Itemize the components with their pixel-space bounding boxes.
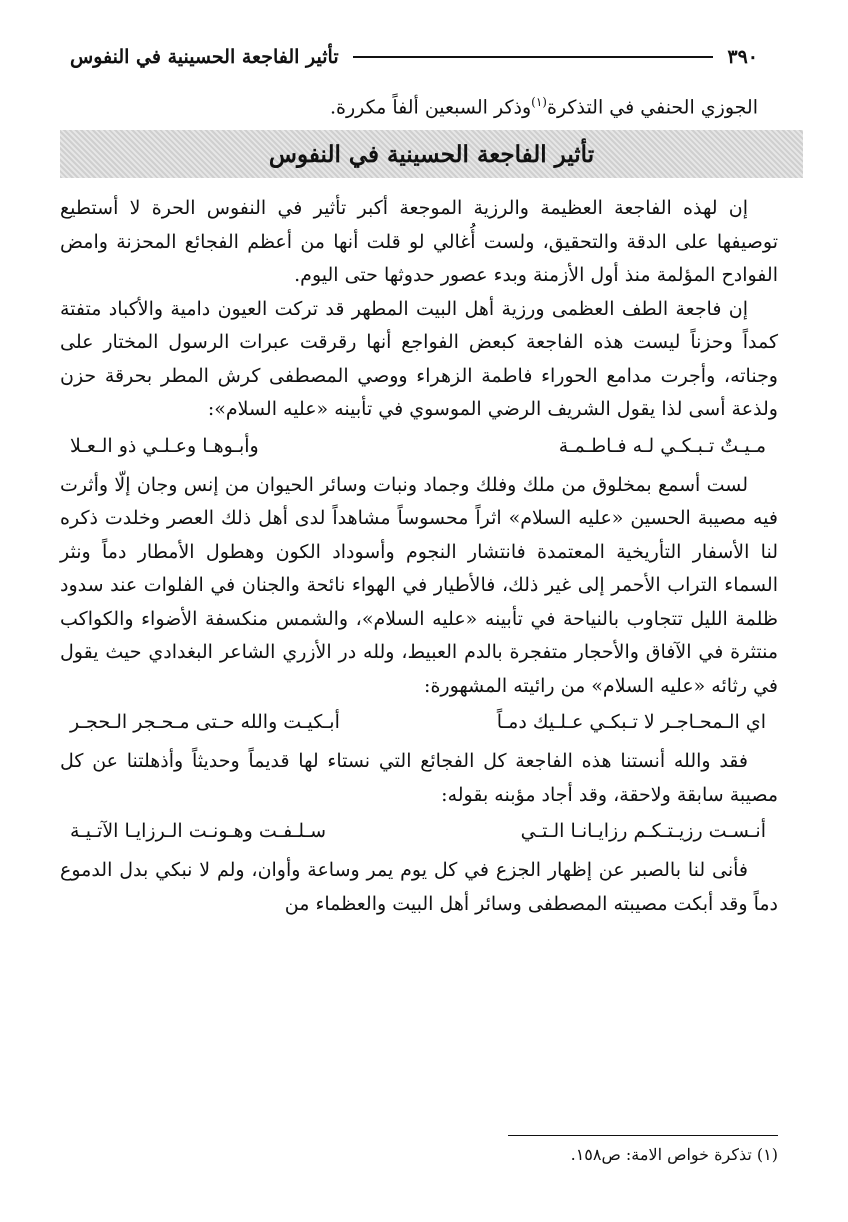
verse-second-hemistich: أبـكيـت والله حـتى مـحـجر الـحجـر [70,711,340,733]
intro-text-after: وذكر السبعين ألفاً مكررة. [329,96,532,119]
section-title-banner [60,130,803,178]
verse-second-hemistich: وأبـوهـا وعـلـي ذو الـعـلا [70,434,259,457]
body-text [60,192,778,921]
header-rule [353,56,714,58]
verse-first-hemistich: اي الـمحـاجـر لا تـبكـي عـلـيك دمـاً [496,711,766,733]
verse-first-hemistich: أنـسـت رزيـتـكـم رزايـانـا الـتـي [520,820,766,842]
footnote: (١) تذكرة خواص الامة: ص١٥٨. [570,1145,778,1164]
paragraph: إن لهذه الفاجعة العظيمة والرزية الموجعة أكبر تأثير في النفوس الحرة لا أستطيع توصيفها على الدقة والتحقيق، ولست أُغالي لو قلت أنها من أعظم الفجائع المحزنة وامض الفوادح المؤلمة منذ أول الأزمنة وبدء عصور حدوثها حتى اليوم. [60,197,778,286]
intro-text-before: الجوزي الحنفي في التذكرة [546,96,758,119]
verse-line [60,427,778,465]
verse-first-hemistich: مـيـتٌ تـبـكـي لـه فـاطـمـة [558,434,766,457]
paragraph: لست أسمع بمخلوق من ملك وفلك وجماد ونبات وسائر الحيوان من إنس وجان إلّا وأثرت فيه مصيبة الحسين «عليه السلام» اثراً محسوساً مشاهداً لدى أهل ذلك العصر وخلدت ذكره لنا الأسفار التأريخية المعتمدة فانتشار النجوم وأسوداد الكون وهطول الأمطار دماً ونثر السماء التراب الأحمر إلى غير ذلك، فالأطيار في الهواء نائحة والجنان في الفلوات عند سدود ظلمة الليل تتجاوب بالنياحة في تأبينه «عليه السلام»، والشمس منكسفة الأضواء والكواكب منتثرة في الآفاق والأحجار متفجرة بالدم العبيط، ولله در الأزري الشاعر البغدادي حيث يقول في رثائه «عليه السلام» من رائيته المشهورة: [60,473,778,697]
paragraph: فأنى لنا بالصبر عن إظهار الجزع في كل يوم يمر وساعة وأوان، ولم لا نبكي بدل الدموع دماً وقد أبكت مصيبته المصطفى وسائر أهل البيت والعظماء من [60,859,778,915]
footnote-marker: (١) [531,95,547,109]
page-number: ٣٩٠ [727,46,758,68]
intro-line [70,84,758,125]
verse-second-hemistich: سـلـفـت وهـونـت الـرزايـا الآتـيـة [70,820,327,842]
verse-line [60,812,778,850]
section-title: تأثير الفاجعة الحسينية في النفوس [268,140,595,168]
footnote-rule [508,1135,778,1136]
verse-line [60,703,778,741]
paragraph: إن فاجعة الطف العظمى ورزية أهل البيت المطهر قد تركت العيون دامية والأكباد متفتة كمداً وحزناً ليست هذه الفاجعة كبعض الفواجع أنها رقرقت عبرات الرسول المختار على وجناته، وأجرت مدامع الحوراء فاطمة الزهراء ووصي المصطفى كرش المطر بحرقة حزن ولذعة أسى لذا يقول الشريف الرضي الموسوي في تأبينه «عليه السلام»: [60,297,778,420]
running-header [70,40,758,74]
paragraph: فقد والله أنستنا هذه الفاجعة كل الفجائع التي نستاء لها قديماً وحديثاً وأذهلتنا عن كل مصيبة سابقة ولاحقة، وقد أجاد مؤبنه بقوله: [60,750,778,806]
running-title: تأثير الفاجعة الحسينية في النفوس [70,46,339,68]
